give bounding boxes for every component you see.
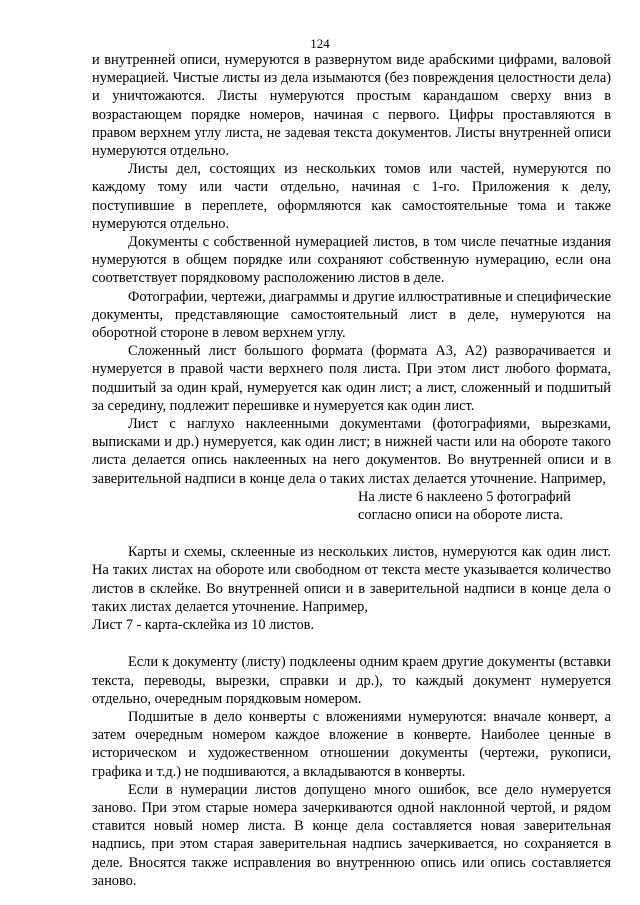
- paragraph-continuation: и внутренней описи, нумеруются в развернутом виде арабскими цифрами, валовой нумерацией. Чистые листы из дела изымаются (без повреждения целостности дела) и уничтожаются. Листы нумеруются простым карандашом сверху вниз в возрастающем порядке номеров, начиная с первого. Цифры проставляются в правом верхнем углу листа, не задевая текста документов. Листы внутренней описи нумеруются отдельно.: [92, 52, 611, 160]
- example-line: На листе 6 наклеено 5 фотографий: [358, 488, 571, 505]
- paragraph-attached-edge: Если к документу (листу) подклеены одним краем другие документы (вставки текста, переводы, вырезки, справки и др.), то каждый документ нумеруется отдельно, очередным порядковым номером.: [92, 654, 611, 707]
- paragraph-folded-sheets: Сложенный лист большого формата (формата А3, А2) разворачивается и нумеруется в правой части верхнего поля листа. При этом лист любого формата, подшитый за один край, нумеруется как один лист; а лист, сложенный и подшитый за середину, подлежит перешивке и нумеруется как один лист.: [92, 343, 611, 414]
- document-body: [92, 51, 611, 890]
- blank-gap: [92, 634, 611, 653]
- blank-gap: [92, 524, 611, 543]
- paragraph-own-numbering: Документы с собственной нумерацией листов, в том числе печатные издания нумеруются в общем порядке или сохраняют собственную нумерацию, если она соответствует порядковому расположению листов в деле.: [92, 234, 611, 287]
- example-map-sheet: Лист 7 - карта-склейка из 10 листов.: [92, 617, 315, 634]
- paragraph-maps-schemes: Карты и схемы, склеенные из нескольких листов, нумеруются как один лист. На таких листах на обороте или свободном от текста месте указывается количество листов в склейке. Во внутренней описи и в заверительной надписи в конце дела о таких листах делается уточнение. Например,: [92, 544, 611, 615]
- paragraph-envelopes: Подшитые в дело конверты с вложениями нумеруются: вначале конверт, а затем очередным номером каждое вложение в конверте. Наиболее ценные в историческом и художественном отношении документы (чертежи, рукописи, графика и т.д.) не подшиваются, а вкладываются в конверты.: [92, 708, 611, 780]
- paragraph-renumbering: Если в нумерации листов допущено много ошибок, все дело нумеруется заново. При этом старые номера зачеркиваются одной наклонной чертой, и рядом ставится новый номер листа. В конце дела составляется новая заверительная надпись, при этом старая заверительная надпись зачеркивается, но сохраняется в деле. Вносятся также исправления во внутреннюю опись или опись составляется заново.: [92, 781, 611, 889]
- example-line: согласно описи на обороте листа.: [358, 507, 564, 524]
- page-number: 124: [310, 36, 330, 51]
- example-glued-photos: [92, 488, 611, 524]
- paragraph-volumes: Листы дел, состоящих из нескольких томов или частей, нумеруются по каждому тому или части отдельно, начиная с 1-го. Приложения к делу, поступившие в переплете, оформляются как самостоятельные тома и также нумеруются отдельно.: [92, 161, 611, 232]
- paragraph-illustrations: Фотографии, чертежи, диаграммы и другие иллюстративные и специфические документы, представляющие самостоятельный лист в деле, нумеруются на оборотной стороне в левом верхнем углу.: [92, 288, 611, 342]
- paragraph-glued-documents: Лист с наглухо наклеенными документами (фотографиями, вырезками, выписками и др.) нумеруется, как один лист; в нижней части или на обороте такого листа делается опись наклеенных на него документов. Во внутренней описи и в заверительной надписи в конце дела о таких листах делается уточнение. Например,: [92, 416, 611, 487]
